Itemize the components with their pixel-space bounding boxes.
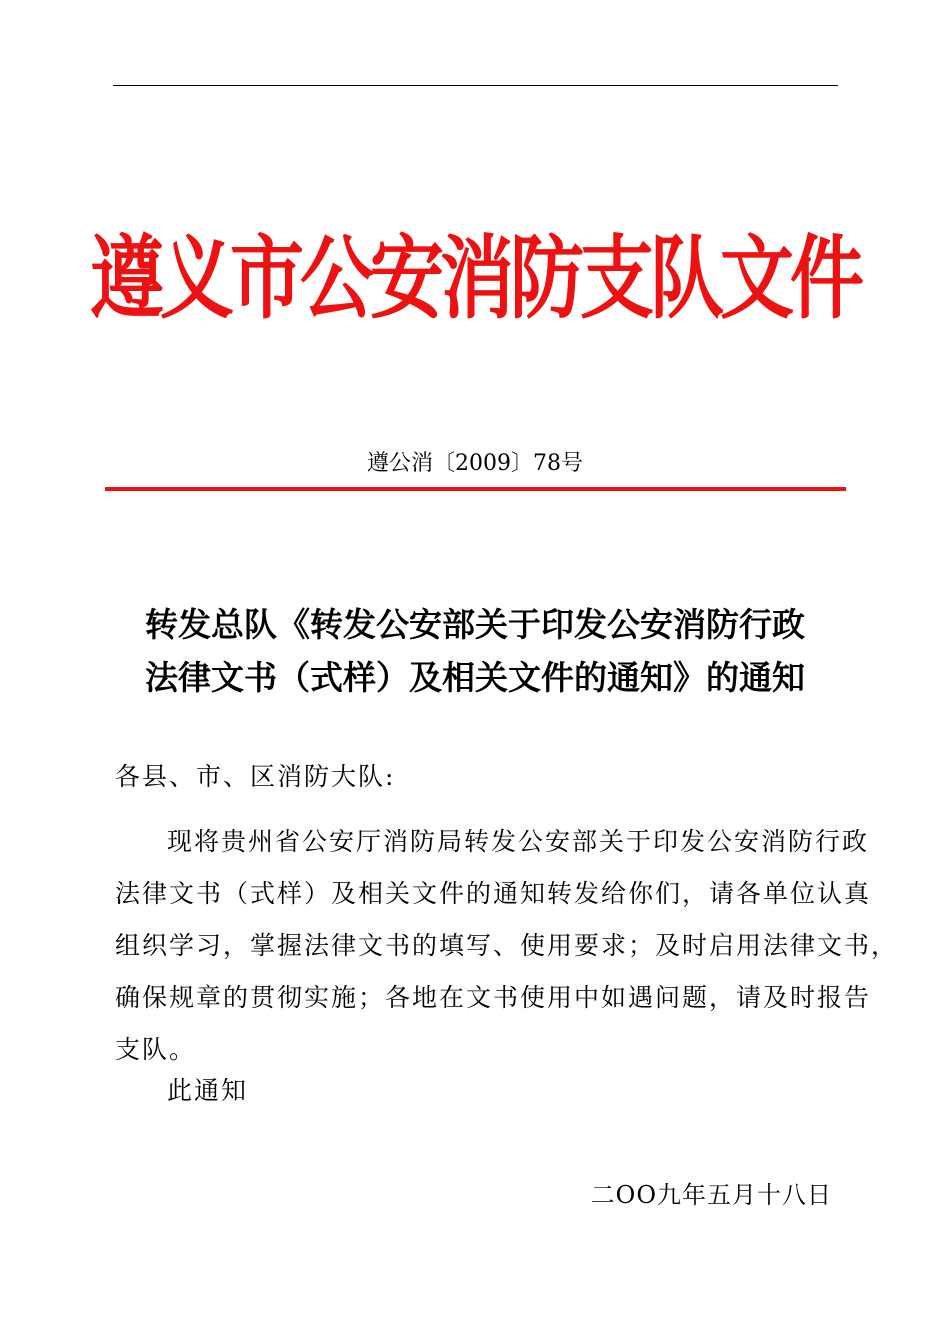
masthead-title: 遵义市公安消防支队文件 <box>90 226 860 332</box>
paragraph-line: 组织学习，掌握法律文书的填写、使用要求；及时启用法律文书， <box>115 931 899 960</box>
paragraph-line: 现将贵州省公安厅消防局转发公安部关于印发公安消防行政 <box>167 827 870 856</box>
issue-date: 二OO九年五月十八日 <box>590 1181 832 1209</box>
paragraph-line: 法律文书（式样）及相关文件的通知转发给你们，请各单位认真 <box>115 879 872 908</box>
closing-text: 此通知 <box>167 1076 249 1105</box>
document-number: 遵公消〔2009〕78号 <box>367 451 583 476</box>
document-title-line-2: 法律文书（式样）及相关文件的通知》的通知 <box>145 658 805 697</box>
salutation: 各县、市、区消防大队: <box>115 762 396 791</box>
paragraph-line: 支队。 <box>115 1035 197 1064</box>
document-title <box>0 598 950 704</box>
red-divider-line <box>105 487 846 491</box>
body-paragraph <box>115 816 899 1076</box>
paragraph-line: 确保规章的贯彻实施；各地在文书使用中如遇问题，请及时报告 <box>115 983 872 1012</box>
document-title-line-1: 转发总队《转发公安部关于印发公安消防行政 <box>145 605 805 644</box>
top-divider-line <box>113 85 838 86</box>
